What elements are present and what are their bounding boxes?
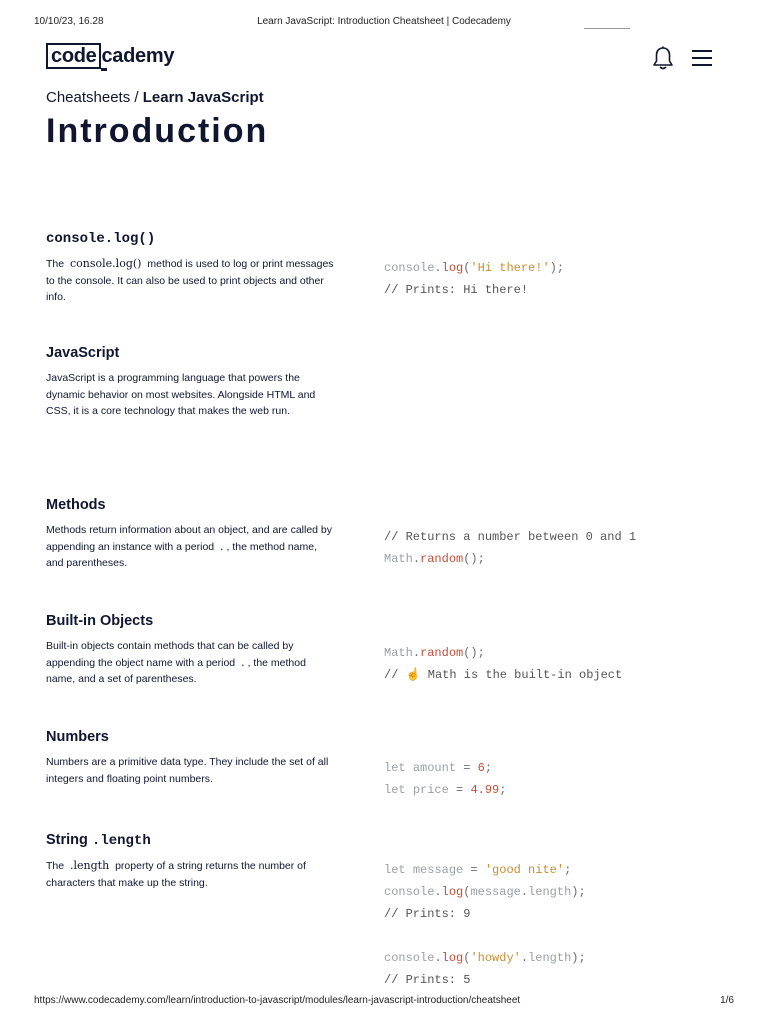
- section-heading: console.log(): [46, 231, 156, 247]
- breadcrumb-learn-javascript[interactable]: Learn JavaScript: [142, 89, 264, 106]
- section-heading: Built-in Objects: [46, 613, 154, 629]
- print-header-line: [584, 28, 630, 29]
- print-page-title: Learn JavaScript: Introduction Cheatsheet | Codecademy: [257, 16, 511, 27]
- code-example-methods: // Returns a number between 0 and 1 Math.random();: [384, 530, 637, 566]
- section-heading: Methods: [46, 497, 106, 513]
- section-numbers: [46, 729, 336, 787]
- codecademy-logo[interactable]: [46, 43, 174, 70]
- section-text: Built-in objects contain methods that can be called by appending the object name with a period . , the method name, and a set of parentheses.: [46, 640, 306, 685]
- section-console-log: [46, 230, 336, 306]
- section-heading: String .length: [46, 832, 151, 849]
- section-built-in-objects: [46, 613, 336, 688]
- section-javascript: [46, 345, 336, 420]
- breadcrumb-separator: /: [130, 89, 143, 106]
- section-text: The .length property of a string returns the number of characters that make up the string.: [46, 859, 306, 889]
- section-string-length: [46, 832, 336, 891]
- section-methods: [46, 497, 336, 572]
- print-date: 10/10/23, 16.28: [34, 16, 104, 27]
- code-example-console-log: console.log('Hi there!'); // Prints: Hi there!: [384, 261, 565, 297]
- logo-cademy: cademy: [101, 45, 175, 67]
- inline-code: console.log(): [70, 257, 142, 270]
- page-title: Introduction: [46, 112, 269, 150]
- print-url: https://www.codecademy.com/learn/introduction-to-javascript/modules/learn-javascript-introduction/cheatsheet: [34, 995, 521, 1006]
- bell-icon[interactable]: [652, 46, 674, 70]
- inline-code: .: [220, 539, 224, 553]
- section-heading: Numbers: [46, 729, 109, 745]
- section-text: Numbers are a primitive data type. They include the set of all integers and floating point numbers.: [46, 756, 329, 785]
- section-heading: JavaScript: [46, 345, 120, 361]
- section-text: Methods return information about an object, and are called by appending an instance with a period . , the method name, and parentheses.: [46, 524, 333, 569]
- inline-code: .length: [70, 859, 110, 872]
- hamburger-menu-icon[interactable]: [692, 50, 712, 66]
- section-text: JavaScript is a programming language that powers the dynamic behavior on most websites. Alongside HTML and CSS, it is a core technology that makes the web run.: [46, 372, 316, 417]
- code-example-string-length: let message = 'good nite'; console.log(message.length); // Prints: 9 console.log('howdy'.length); // Prints: 5: [384, 863, 586, 987]
- section-text: The console.log() method is used to log or print messages to the console. It can also be used to print objects and other info.: [46, 257, 334, 303]
- breadcrumb-cheatsheets[interactable]: Cheatsheets: [46, 89, 131, 106]
- print-page-number: 1/6: [720, 995, 734, 1006]
- code-example-numbers: let amount = 6; let price = 4.99;: [384, 761, 507, 797]
- inline-code: .: [241, 655, 245, 669]
- pointing-up-emoji: ☝️: [405, 668, 421, 682]
- breadcrumb: [46, 89, 264, 106]
- logo-code-box: code: [46, 43, 101, 69]
- code-example-built-in-objects: Math.random(); // ☝️ Math is the built-in object: [384, 646, 623, 682]
- print-header: [34, 16, 734, 30]
